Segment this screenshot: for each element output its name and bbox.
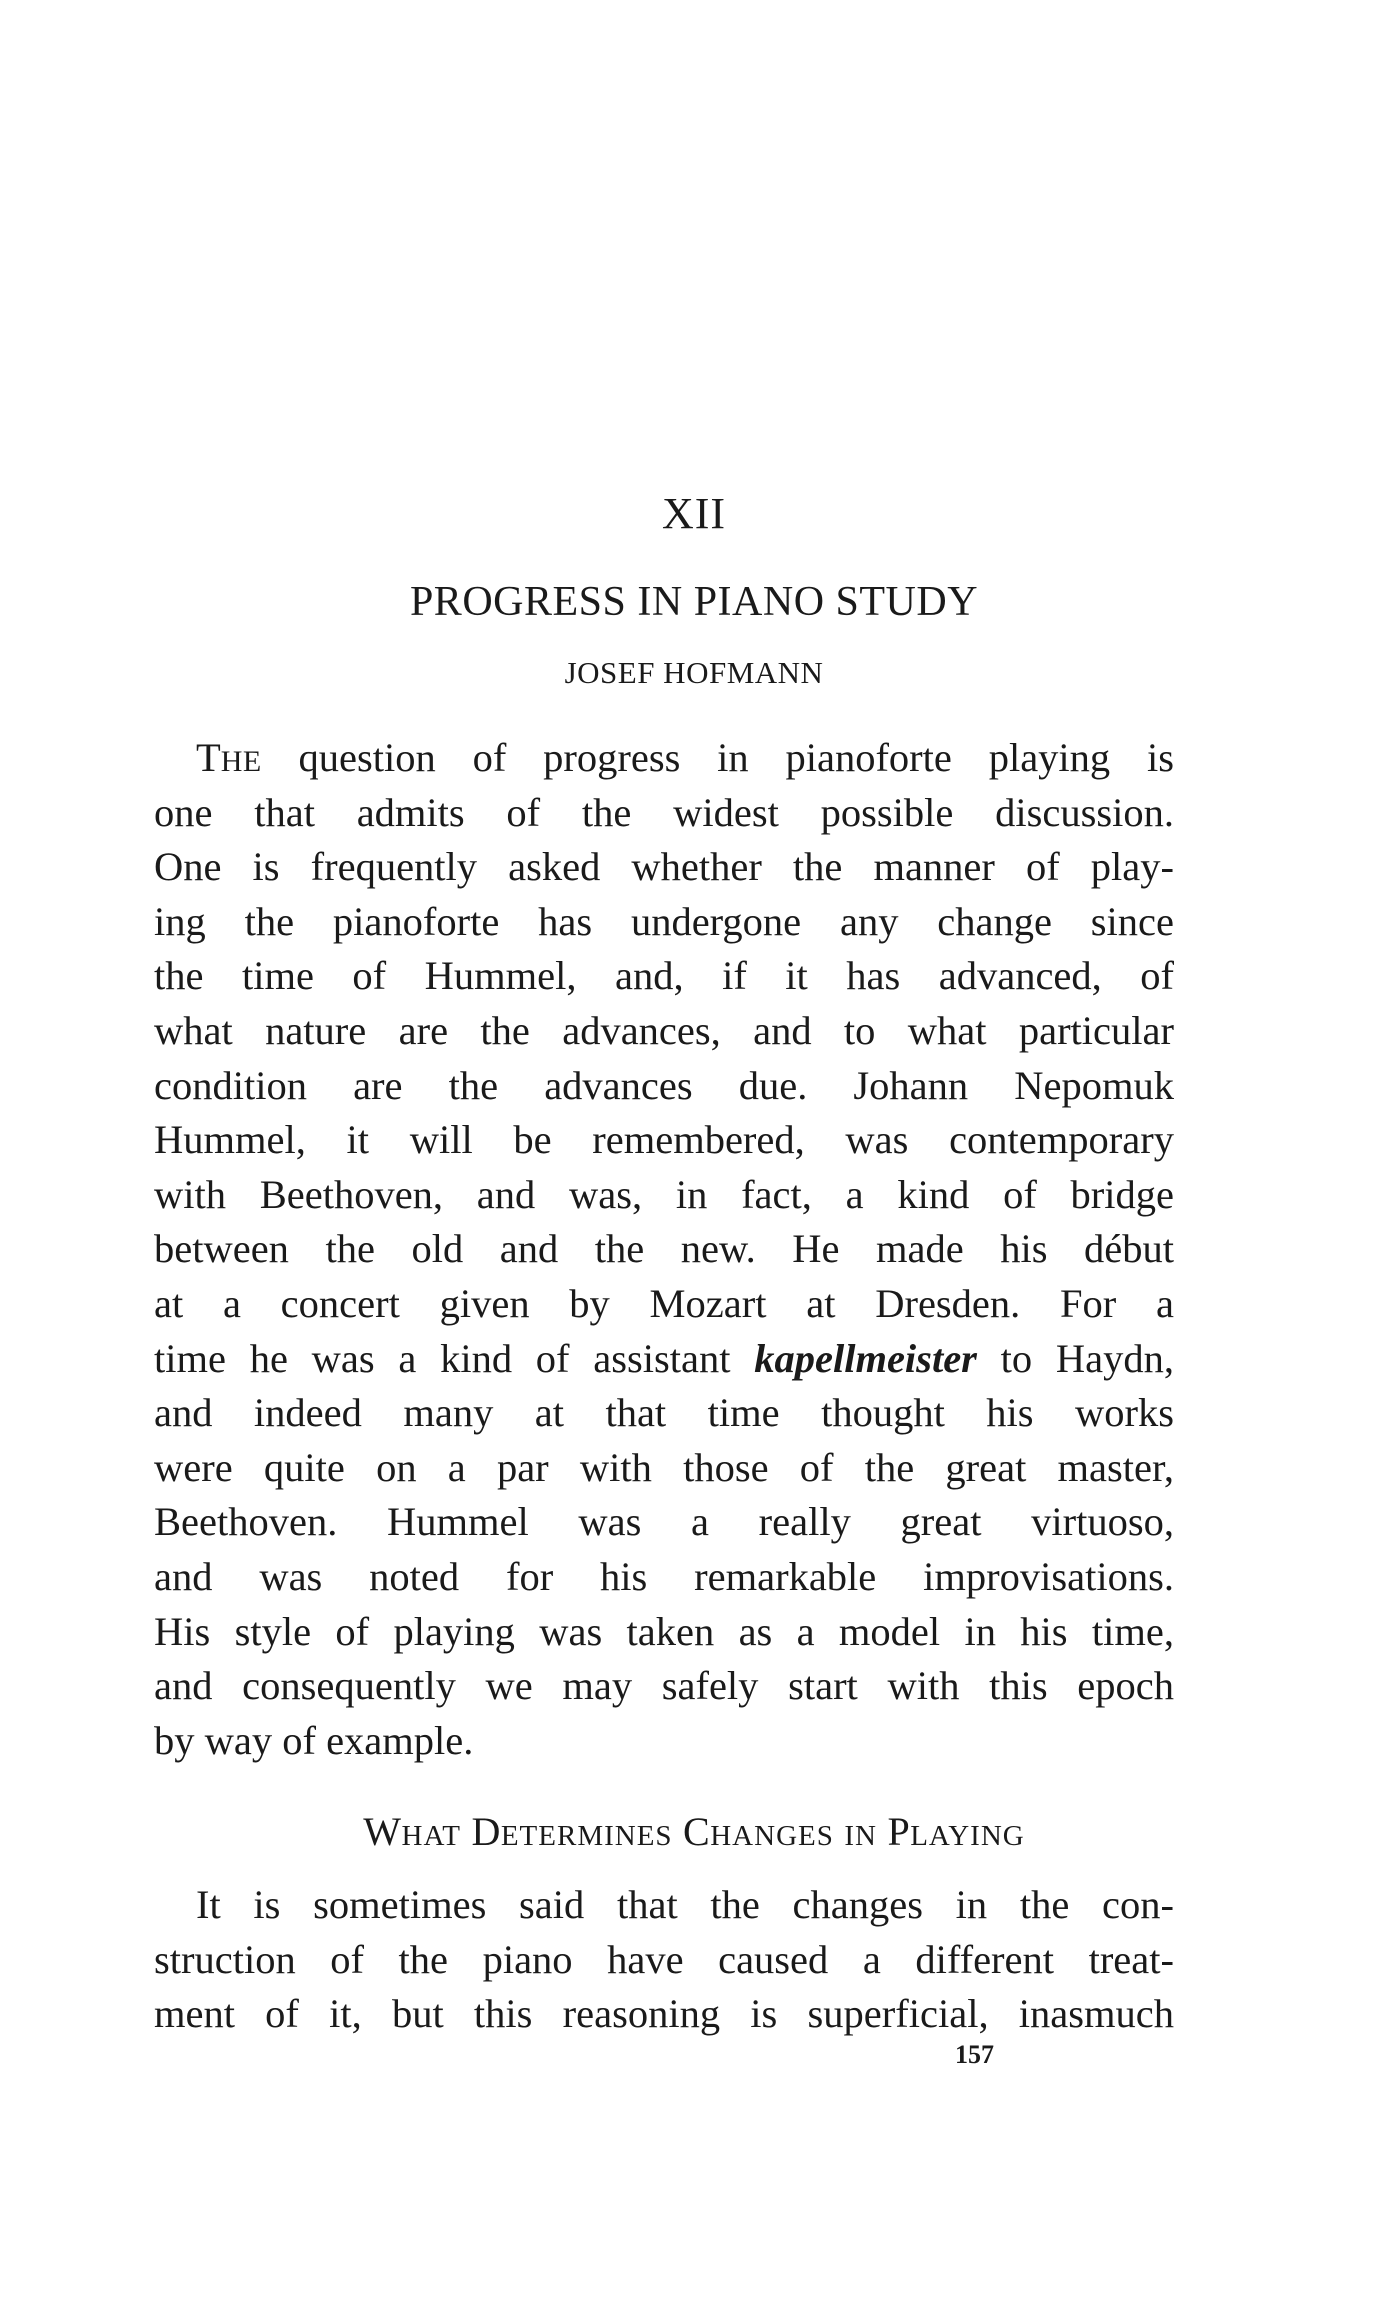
- text-line: one that admits of the widest possible discussion.: [154, 789, 1174, 835]
- text-line: ment of it, but this reasoning is superficial, inasmuch: [154, 1991, 1174, 2037]
- text-line: by way of example.: [154, 1717, 474, 1763]
- text-line: One is frequently asked whether the manner of play-: [154, 844, 1174, 890]
- text-line: ing the pianoforte has undergone any change since: [154, 898, 1174, 944]
- page-number: 157: [955, 2040, 994, 2069]
- text-line: His style of playing was taken as a model in his time,: [154, 1608, 1174, 1654]
- text-line: and indeed many at that time thought his works: [154, 1390, 1174, 1436]
- text-fragment: to Haydn,: [976, 1335, 1174, 1381]
- text-line: and was noted for his remarkable improvisations.: [154, 1553, 1174, 1599]
- heading-capital: W: [363, 1809, 402, 1854]
- lead-capital: T: [196, 735, 221, 780]
- text-line: It is sometimes said that the changes in the con-: [196, 1882, 1174, 1927]
- heading-capital: C: [683, 1809, 711, 1854]
- heading-capital: P: [887, 1809, 911, 1854]
- text-line: and consequently we may safely start with this epoch: [154, 1663, 1174, 1709]
- chapter-number: XII: [661, 489, 727, 538]
- text-line: Beethoven. Hummel was a really great virtuoso,: [154, 1499, 1174, 1545]
- text-line: [154, 731, 1174, 786]
- heading-small-caps: IN: [844, 1820, 877, 1852]
- text-line: condition are the advances due. Johann Nepomuk: [154, 1062, 1174, 1108]
- text-line: [154, 1332, 1174, 1387]
- paragraph-changes: [154, 1878, 1174, 2042]
- text-line: at a concert given by Mozart at Dresden. For a: [154, 1280, 1174, 1326]
- heading-small-caps: HAT: [401, 1820, 461, 1852]
- paragraph-intro: [154, 731, 1174, 1768]
- heading-capital: D: [471, 1809, 501, 1854]
- text-line: between the old and the new. He made his début: [154, 1226, 1174, 1272]
- text-line: were quite on a par with those of the great master,: [154, 1444, 1174, 1490]
- text-fragment: time he was a kind of assistant: [154, 1335, 755, 1381]
- heading-small-caps: ETERMINES: [500, 1820, 673, 1852]
- chapter-author: JOSEF HOFMANN: [564, 655, 824, 690]
- italic-term: kapellmeister: [754, 1335, 977, 1381]
- heading-small-caps: LAYING: [910, 1820, 1025, 1852]
- section-heading: [0, 1808, 1388, 1855]
- text-line: Hummel, it will be remembered, was contemporary: [154, 1117, 1174, 1163]
- text-line: the time of Hummel, and, if it has advanced, of: [154, 953, 1174, 999]
- lead-small-caps: HE: [220, 745, 262, 778]
- text-line: what nature are the advances, and to what particular: [154, 1007, 1174, 1053]
- heading-small-caps: HANGES: [710, 1820, 834, 1852]
- text-line-content: question of progress in pianoforte playing is: [261, 735, 1174, 780]
- text-line: struction of the piano have caused a different treat-: [154, 1936, 1174, 1982]
- chapter-title: PROGRESS IN PIANO STUDY: [409, 579, 979, 625]
- text-line: with Beethoven, and was, in fact, a kind of bridge: [154, 1171, 1174, 1217]
